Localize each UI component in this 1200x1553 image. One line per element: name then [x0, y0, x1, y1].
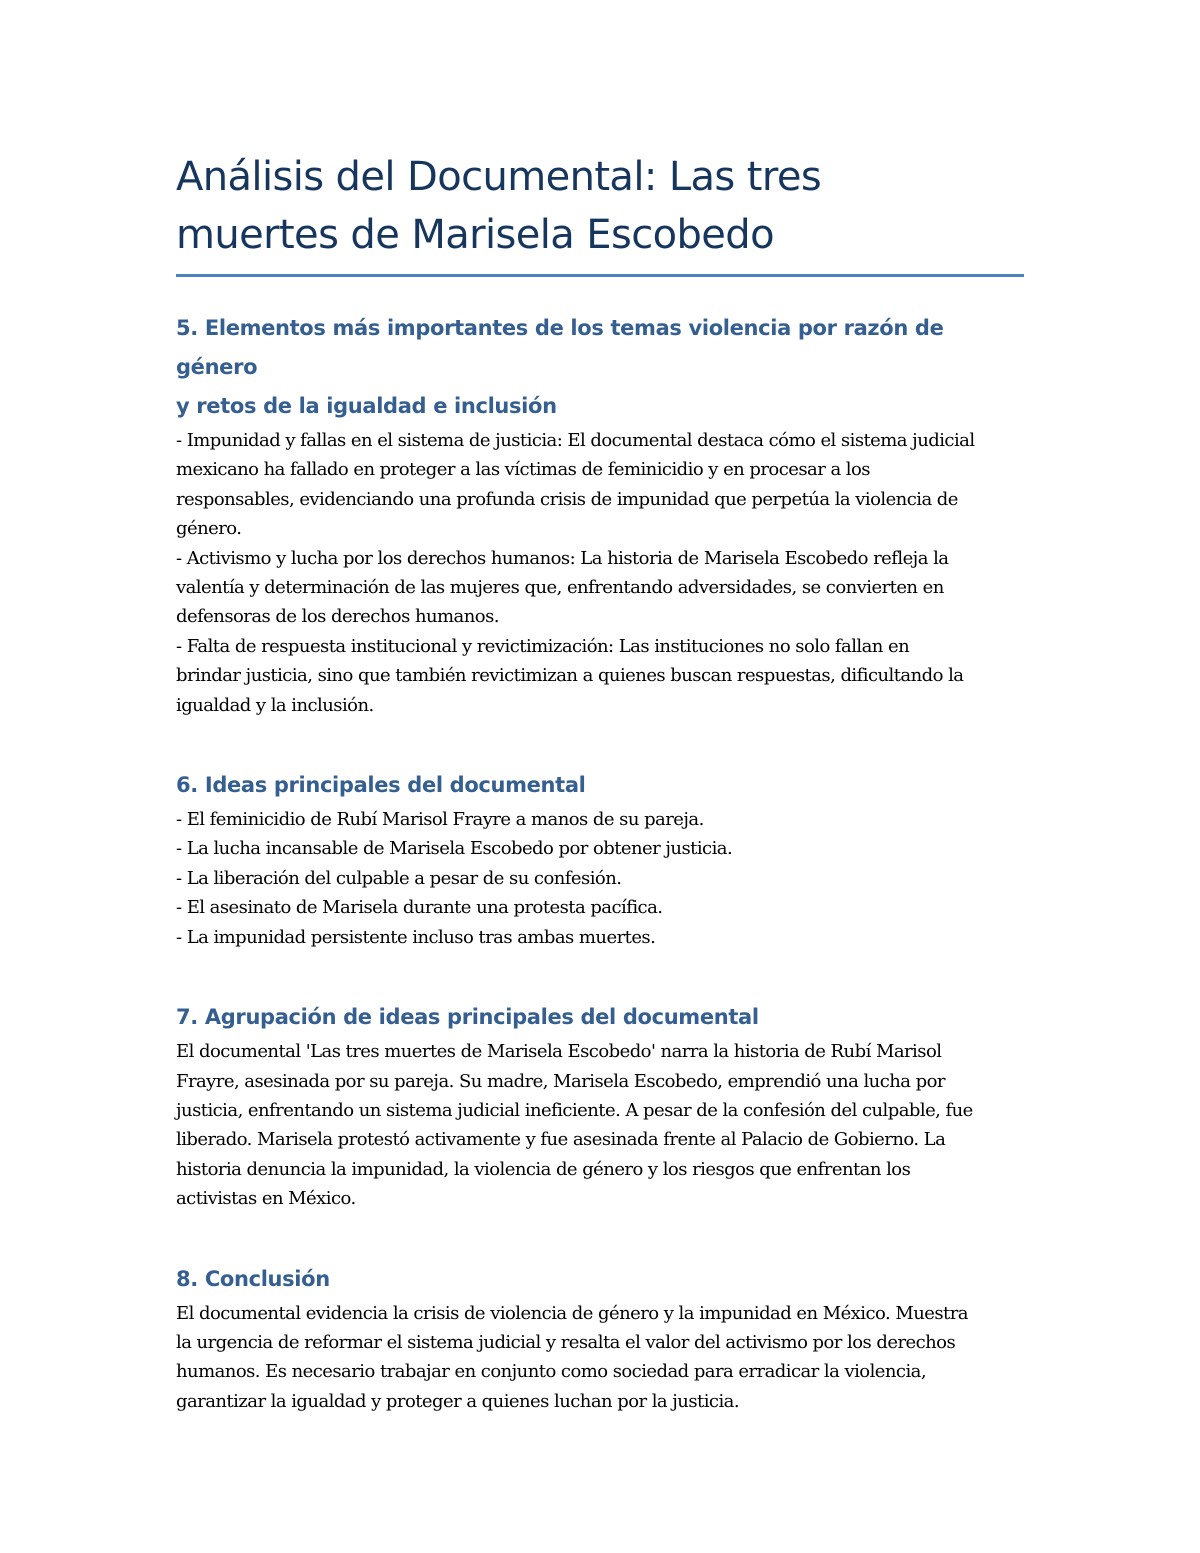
body-line: - El feminicidio de Rubí Marisol Frayre a manos de su pareja.: [176, 809, 704, 831]
section-heading: [176, 1260, 1026, 1299]
title-underline-rule: [176, 274, 1024, 277]
heading-line: 8. Conclusión: [176, 1266, 330, 1291]
section-body: [176, 805, 1026, 952]
body-line: - La impunidad persistente incluso tras ambas muertes.: [176, 926, 656, 948]
body-line: defensoras de los derechos humanos.: [176, 606, 499, 628]
title-line: muertes de Marisela Escobedo: [176, 212, 774, 258]
body-line: brindar justicia, sino que también revictimizan a quienes buscan respuestas, dificultando la: [176, 665, 964, 687]
section-ideas-principales: [176, 766, 1026, 952]
section-body: [176, 1037, 1026, 1213]
section-heading: [176, 766, 1026, 805]
body-line: mexicano ha fallado en proteger a las víctimas de feminicidio y en procesar a los: [176, 459, 870, 481]
body-line: justicia, enfrentando un sistema judicial ineficiente. A pesar de la confesión del culpable, fue: [176, 1099, 973, 1121]
body-line: - Impunidad y fallas en el sistema de justicia: El documental destaca cómo el sistema judicial: [176, 430, 975, 451]
heading-line: 6. Ideas principales del documental: [176, 773, 586, 798]
section-body: [176, 426, 1026, 720]
body-line: Frayre, asesinada por su pareja. Su madre, Marisela Escobedo, emprendió una lucha por: [176, 1070, 945, 1092]
section-heading: [176, 998, 1026, 1037]
body-line: - La lucha incansable de Marisela Escobedo por obtener justicia.: [176, 838, 733, 860]
body-line: género.: [176, 518, 242, 540]
body-line: El documental 'Las tres muertes de Marisela Escobedo' narra la historia de Rubí Marisol: [176, 1041, 942, 1063]
section-elementos-importantes: [176, 309, 1026, 720]
body-line: humanos. Es necesario trabajar en conjunto como sociedad para erradicar la violencia,: [176, 1361, 927, 1383]
body-line: responsables, evidenciando una profunda crisis de impunidad que perpetúa la violencia de: [176, 488, 958, 510]
body-line: igualdad y la inclusión.: [176, 694, 374, 716]
heading-line: 5. Elementos más importantes de los temas violencia por razón de género: [176, 316, 944, 379]
document-title: [176, 148, 1026, 274]
section-agrupacion-ideas: [176, 998, 1026, 1213]
body-line: la urgencia de reformar el sistema judicial y resalta el valor del activismo por los derechos: [176, 1331, 956, 1353]
body-line: - La liberación del culpable a pesar de su confesión.: [176, 867, 622, 889]
body-line: activistas en México.: [176, 1188, 356, 1210]
body-line: liberado. Marisela protestó activamente y fue asesinada frente al Palacio de Gobierno. La: [176, 1129, 946, 1151]
body-line: historia denuncia la impunidad, la violencia de género y los riesgos que enfrentan los: [176, 1158, 911, 1180]
body-line: - Activismo y lucha por los derechos humanos: La historia de Marisela Escobedo refleja la: [176, 547, 949, 569]
body-line: garantizar la igualdad y proteger a quienes luchan por la justicia.: [176, 1390, 740, 1412]
body-line: El documental evidencia la crisis de violencia de género y la impunidad en México. Muestra: [176, 1302, 968, 1324]
title-line: Análisis del Documental: Las tres: [176, 154, 822, 200]
body-line: - El asesinato de Marisela durante una protesta pacífica.: [176, 897, 663, 919]
body-line: - Falta de respuesta institucional y revictimización: Las instituciones no solo fallan en: [176, 635, 910, 657]
section-heading: [176, 309, 1026, 426]
body-line: valentía y determinación de las mujeres que, enfrentando adversidades, se convierten en: [176, 577, 944, 599]
section-conclusion: [176, 1260, 1026, 1417]
document-content: [176, 148, 1026, 1416]
heading-line: 7. Agrupación de ideas principales del documental: [176, 1005, 759, 1030]
heading-line: y retos de la igualdad e inclusión: [176, 394, 557, 418]
section-body: [176, 1299, 1026, 1417]
